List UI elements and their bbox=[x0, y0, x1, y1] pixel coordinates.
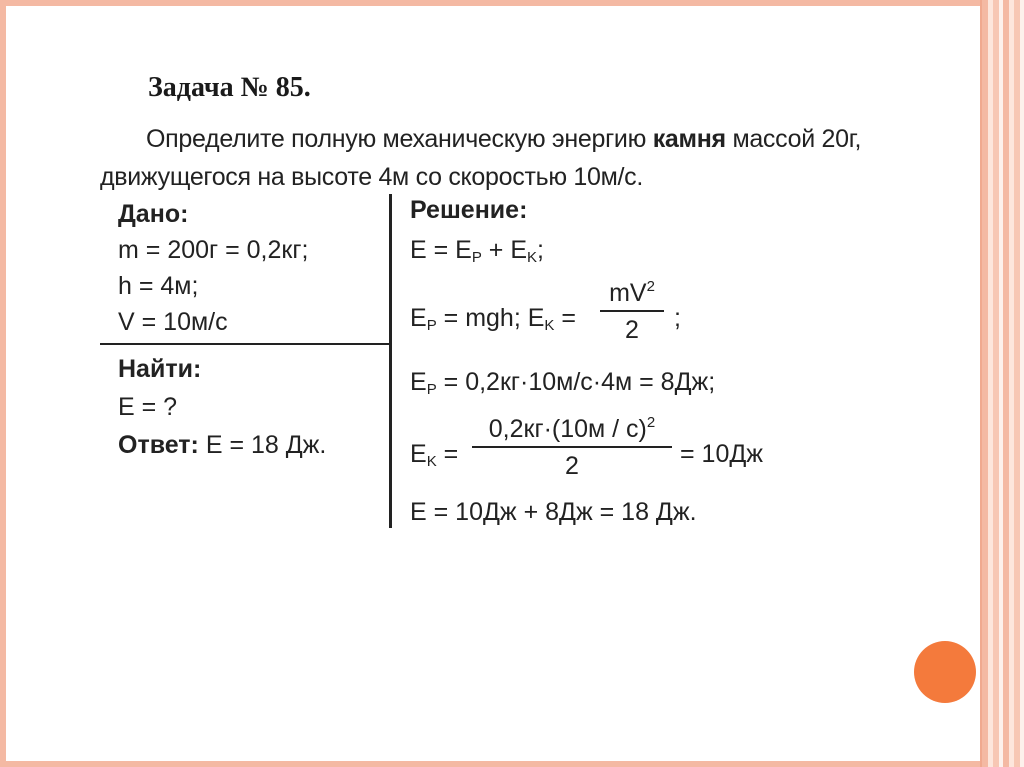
problem-title: Задача № 85. bbox=[148, 72, 311, 103]
fraction-kinetic-formula: $mV^2$ 2 bbox=[600, 278, 664, 345]
given-line-mass: m = 200г = 0,2кг; bbox=[118, 236, 309, 264]
equation-total: $E = E_P + E_K$; bbox=[410, 236, 544, 266]
equation-total-result: E = 10Дж + 8Дж = 18 Дж. bbox=[410, 498, 697, 526]
given-header: Дано: bbox=[118, 200, 189, 228]
find-header: Найти: bbox=[118, 355, 202, 383]
equation-kinetic-value: $E_K$ = bbox=[410, 440, 459, 470]
condition-line-1: Определите полную механическую энергию камня массой 20г, bbox=[146, 125, 862, 153]
equation-potential-kinetic: $E_P$ = mgh; $E_K$ = bbox=[410, 304, 576, 334]
vertical-divider bbox=[389, 194, 392, 528]
given-block bbox=[118, 196, 308, 340]
equation-potential-value: $E_P = 0,2кг\cdot 10м/с\cdot 4м = 8Дж$; bbox=[410, 368, 716, 398]
answer-line: Ответ: E = 18 Дж. bbox=[118, 431, 327, 459]
fraction-kinetic-value: 0,2кг·(10м / с)$^2$ 2 bbox=[472, 414, 672, 481]
decorative-orange-circle bbox=[914, 641, 976, 703]
find-block bbox=[118, 350, 326, 464]
given-line-velocity: V = 10м/с bbox=[118, 308, 228, 336]
equation-kinetic-result: = 10Дж bbox=[680, 440, 764, 468]
find-line: E = ? bbox=[118, 393, 178, 421]
given-line-height: h = 4м; bbox=[118, 272, 199, 300]
equation-2-semicolon: ; bbox=[674, 304, 681, 332]
problem-condition bbox=[100, 120, 960, 196]
horizontal-divider bbox=[100, 343, 391, 345]
condition-line-2: движущегося на высоте 4м со скоростью 10м/с. bbox=[100, 163, 644, 191]
solution-header: Решение: bbox=[410, 196, 528, 224]
